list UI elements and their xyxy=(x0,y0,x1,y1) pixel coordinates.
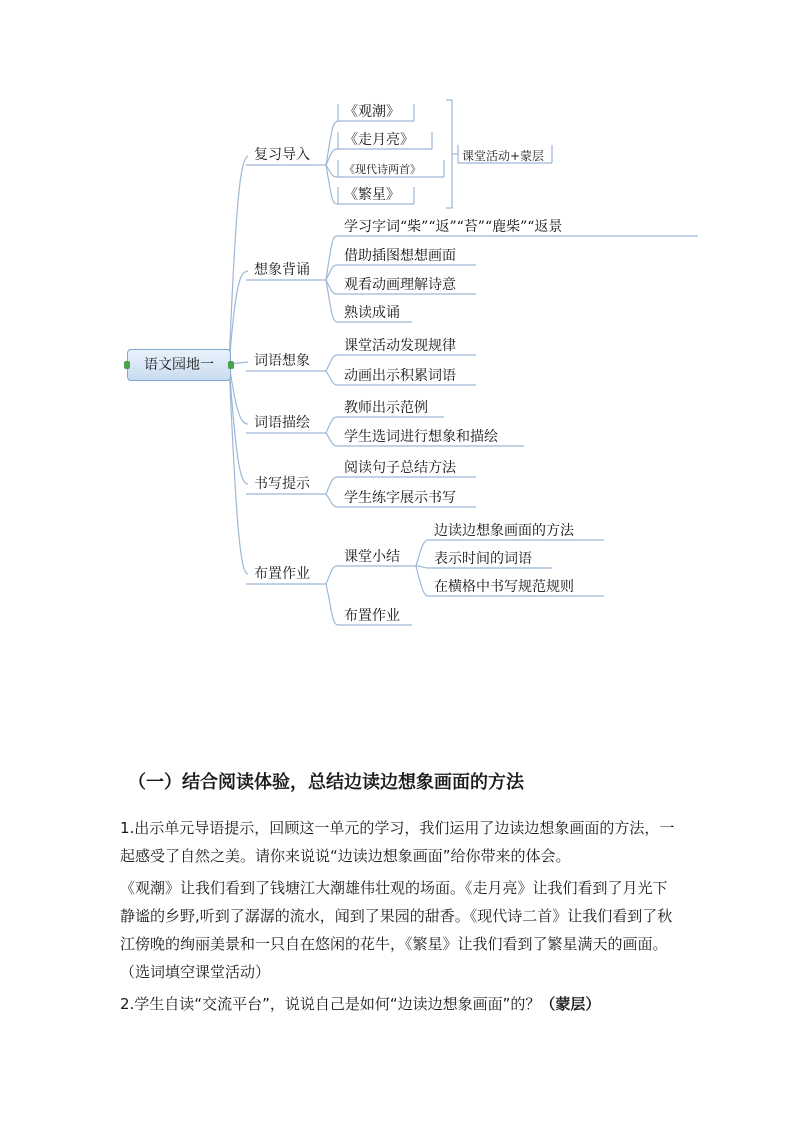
item-find-pattern: 课堂活动发现规律 xyxy=(344,338,456,354)
item-class-summary: 课堂小结 xyxy=(344,549,400,565)
paragraph-3 xyxy=(120,990,680,1018)
item-watch-animation: 观看动画理解诗意 xyxy=(344,277,456,293)
item-recite: 熟读成诵 xyxy=(344,305,400,321)
paragraph-2: 《观潮》让我们看到了钱塘江大潮雄伟壮观的场面。《走月亮》让我们看到了月光下静谧的乡野,听到了潺潺的流水，闻到了果园的甜香。《现代诗二首》让我们看到了秋江傍晚的绚丽美景和一只自在悠闲的花牛，《繁星》让我们看到了繁星满天的画面。（选词填空课堂活动） xyxy=(120,879,673,981)
item-learn-words: 学习字词“柴”“返”“苔”“鹿柴”“返景 xyxy=(344,219,563,235)
subitem-time-words: 表示时间的词语 xyxy=(434,551,532,567)
subitem-writing-rules: 在横格中书写规范规则 xyxy=(434,579,574,595)
branch-review-intro: 复习导入 xyxy=(254,147,310,163)
mind-map-root xyxy=(127,349,231,381)
item-guanchao: 《观潮》 xyxy=(344,104,400,120)
item-modern-poems: 《现代诗两首》 xyxy=(344,163,421,176)
item-picture-imagine: 借助插图想想画面 xyxy=(344,248,456,264)
item-assign-homework: 布置作业 xyxy=(344,608,400,624)
item-practice-writing: 学生练字展示书写 xyxy=(344,490,456,506)
mask-tag: （蒙层） xyxy=(540,995,601,1013)
item-read-summarize: 阅读句子总结方法 xyxy=(344,460,456,476)
branch-word-imagine: 词语想象 xyxy=(254,353,310,369)
item-fanxing: 《繁星》 xyxy=(344,187,400,203)
item-student-describe: 学生选词进行想象和描绘 xyxy=(344,429,498,445)
item-teacher-example: 教师出示范例 xyxy=(344,400,428,416)
root-left-handle xyxy=(124,361,130,369)
branch-writing-tips: 书写提示 xyxy=(254,476,310,492)
branch-word-describe: 词语描绘 xyxy=(254,415,310,431)
side-label: 课堂活动+蒙层 xyxy=(462,149,545,163)
item-accumulate-words: 动画出示积累词语 xyxy=(344,368,456,384)
root-label: 语文园地一 xyxy=(144,357,214,373)
branch-imagine-recite: 想象背诵 xyxy=(254,262,310,278)
item-zouyueliang: 《走月亮》 xyxy=(344,132,414,148)
paragraph-3-text: 2.学生自读“交流平台”，说说自己是如何“边读边想象画面”的？ xyxy=(120,995,541,1013)
paragraph-1: 1.出示单元导语提示，回顾这一单元的学习，我们运用了边读边想象画面的方法，一起感受了自然之美。请你来说说“边读边想象画面”给你带来的体会。 xyxy=(120,819,675,865)
branch-homework: 布置作业 xyxy=(254,566,310,582)
root-right-handle xyxy=(228,361,234,369)
section-heading: （一）结合阅读体验，总结边读边想象画面的方法 xyxy=(128,772,524,793)
subitem-method: 边读边想象画面的方法 xyxy=(434,523,574,539)
